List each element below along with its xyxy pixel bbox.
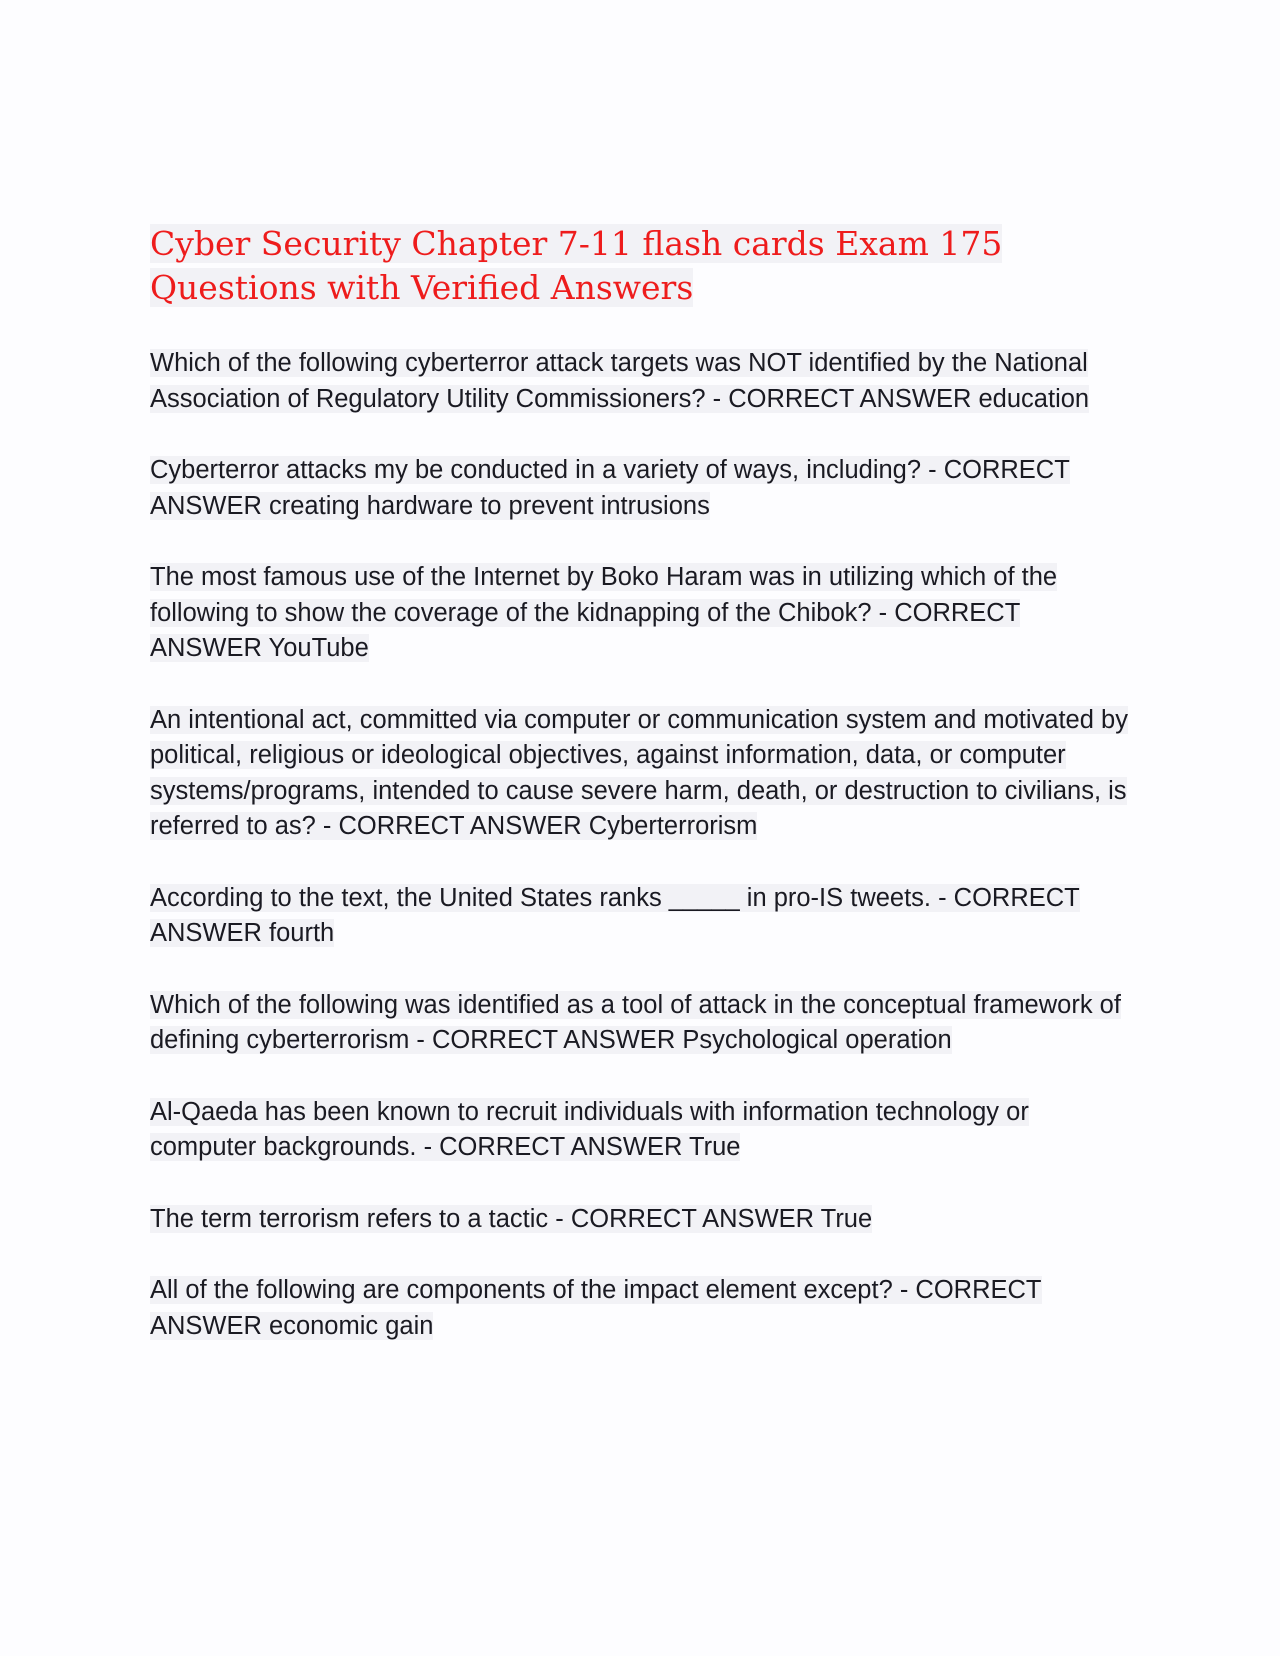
qa-text: An intentional act, committed via computer or communication system and motivated by political, religious or ideological objectives, against information, data, or computer systems/programs, intended to cause severe harm, death, or destruction to civilians, is referred to as? - CORRECT ANSWER Cyberterrorism — [150, 705, 1128, 840]
qa-text: Cyberterror attacks my be conducted in a variety of ways, including? - CORRECT ANSWER creating hardware to prevent intrusions — [150, 456, 1070, 520]
qa-item — [150, 453, 1130, 524]
qa-item — [150, 346, 1130, 417]
document-body — [150, 222, 1130, 1380]
qa-item — [150, 1273, 1130, 1344]
qa-item — [150, 560, 1130, 667]
qa-item — [150, 1202, 1130, 1238]
qa-text: According to the text, the United States ranks _____ in pro-IS tweets. - CORRECT ANSWER fourth — [150, 883, 1080, 947]
qa-text: The most famous use of the Internet by Boko Haram was in utilizing which of the following to show the coverage of the kidnapping of the Chibok? - CORRECT ANSWER YouTube — [150, 563, 1058, 662]
qa-item — [150, 1095, 1130, 1166]
qa-text: Al-Qaeda has been known to recruit individuals with information technology or computer backgrounds. - CORRECT ANSWER True — [150, 1097, 1029, 1161]
document-title-text: Cyber Security Chapter 7-11 flash cards Exam 175 Questions with Verified Answers — [150, 224, 1003, 307]
qa-item — [150, 988, 1130, 1059]
qa-text: Which of the following was identified as a tool of attack in the conceptual framework of defining cyberterrorism - CORRECT ANSWER Psychological operation — [150, 990, 1121, 1054]
qa-item — [150, 703, 1130, 845]
document-title — [150, 222, 1130, 310]
qa-text: The term terrorism refers to a tactic - CORRECT ANSWER True — [150, 1204, 873, 1233]
qa-text: All of the following are components of the impact element except? - CORRECT ANSWER economic gain — [150, 1276, 1042, 1340]
qa-text: Which of the following cyberterror attack targets was NOT identified by the National Association of Regulatory Utility Commissioners? - CORRECT ANSWER education — [150, 349, 1090, 413]
qa-item — [150, 881, 1130, 952]
